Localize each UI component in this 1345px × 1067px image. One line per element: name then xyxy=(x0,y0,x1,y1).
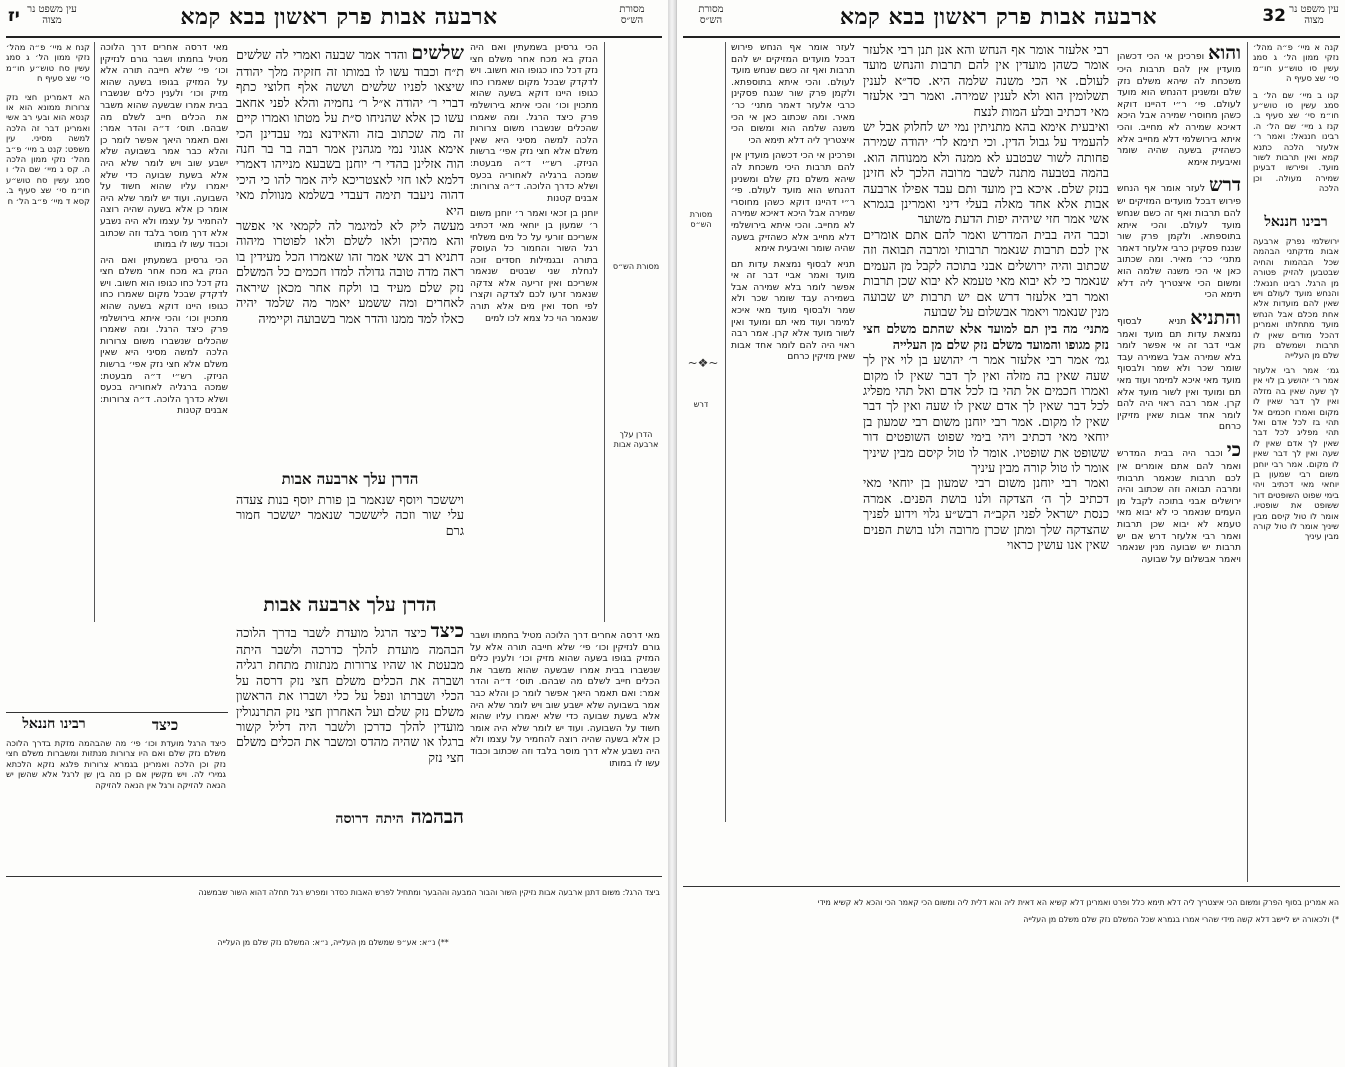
rashi-column xyxy=(1117,42,1241,822)
mishna-block xyxy=(236,620,464,800)
page-number: 32 xyxy=(1262,6,1286,26)
column-divider xyxy=(604,42,605,622)
column-divider xyxy=(1247,42,1248,882)
gemara-text-3: ויששכר ויוסף שנאמר בן פורת יוסף בנות צעדה עלי שור וזכה ליששכר שנאמר יששכר חמור גרם xyxy=(236,492,464,538)
margin-reference: מסורת הש״ס xyxy=(689,210,713,229)
tosafot-text-continuation: ופרכינן אי הכי דכשהן מועדין אין להם תרבות היכי משכחת לה שיהא משלם נזק שלם ומשנינן דהנחש הוא מועד לעולם. פי׳ ר״י דהיינו דוקא כשהן מחוסרי שמירה אבל היכא דאיכא שמירה לא מחייב. והכי איתא בירושלמי דלא מחייב אלא כשהזיק בשעה שהיה שומר ואיבעית אימא xyxy=(731,150,855,255)
rabbenu-chananel-title: רבינו חננאל xyxy=(22,716,86,732)
hadran-heading: הדרן עלך ארבעה אבות xyxy=(281,470,419,488)
mishna-opening-word: כיצד xyxy=(430,620,464,642)
ein-mishpat-continuation: קנו ב מיי׳ שם הל׳ ב סמג עשין סו טוש״ע חו״מ סי׳ שצ סעיף ב. קנז ג מיי׳ שם הל׳ ה. רבינו חננאל: ואמר ר׳ אלעזר הלכה כתנא קמא ואין תרבות לשור מועד. ופירשו דבעינן שמירה מעולה. וכן הלכה xyxy=(1253,89,1339,194)
rabbenu-chananel-text: כיצד הרגל מועדת וכו׳ פי׳ מה שהבהמה מזקת בדרך הלוכה משלם נזק שלם ואם היו צרורות מנתזות ומשברות משלם חצי נזק וכן הלכה ואמרינן בגמרא צרורות פלגא נזקא הלכתא גמירי לה. ויש מקשין אם כן מה בין שן לרגל אלא שהשן יש הנאה להזיקה ורגל אין הנאה להזיקה xyxy=(6,738,226,790)
gemara-text-1: והדר אמר שבעה ואמרי לה שלשים ת״ח וכבוד עשו לו במותו זה חזקיה מלך יהודה שיצאו לפניו שלשים וששה אלף חלוצי כתף דברי ר׳ יהודה א״ל ר׳ נחמיה והלא לפני אחאב עשו כן אלא שהניחו ס״ת על מטתו ואמרו קיים זה מה שכתוב בזה והאידנא נמי עבדינן הכי אימא אגוני נמי מגהנין אמר רבה בר בר חנה הוה אזלינן בהדי ר׳ יוחנן בשבעא מנייהו דאמרי דלמא לאו חזי לאצטריכא ליה אמר להו כי היכי דהוה ניעבד תימה דעבדי בשלמא מנוולת מאי היא xyxy=(236,47,464,218)
footnote-text: ביצד הרגל: משום דתנן ארבעה אבות נזיקין השור והבור המבעה וההבער ומתחיל לפרש האבות כסדר ומפרש רגל תחלה דהוא השור שבמשנה xyxy=(198,887,660,897)
gemara-text-5: גמ׳ אמר רבי אלעזר אמר ר׳ יהושע בן לוי אין לך שעה שאין בה מזלה ואין לך דבר שאין לו מקום ואמרו חכמים אל תהי בז לכל אדם ואל תהי מפליג לכל דבר שאין לך אדם שאין לו שעה ואין לך דבר שאין לו מקום. אמר רבי יוחנן משום רבי שמעון בן יוחאי מאי דכתיב ויהי בימי שפוט השופטים דור ששופט את שופטיו. אומר לו טול קיסם מבין שיניך אומר לו טול קורה מבין עיניך xyxy=(863,352,1109,475)
keyword-haita: היתה xyxy=(375,811,404,827)
mishna-text: כיצד הרגל מועדת לשבר בדרך הלוכה הבהמה מועדת להלך כדרכה ולשבר היתה מבעטת או שהיו צרורות מנתזות מתחת רגליה ושברה את הכלים משלם חצי נזק דרסה על הכלי ושברתו ונפל על כלי ושברו את הראשון משלם נזק שלם ועל האחרון חצי נזק התרנגולין מועדין להלך כדרכן ולשבר היה דליל קשור ברגלו או שהיה מהדס ומשבר את הכלים משלם חצי נזק xyxy=(236,625,464,765)
book-gutter xyxy=(668,0,676,1067)
right-folio xyxy=(676,0,1345,1067)
tosafot-text-more: תניא לבסוף נמצאת עדות תם מועד ואמר אביי דבר זה אי אפשר לומר בלא שמירה אבל בשמירה עבד שומר שכר ולא שמר ולבסוף מועד מאי איכא למימר ועוד מאי תם ומועד ואין לשור מועד אלא קרן. אמר רבה ראוי היה להם לומר אחד אבות שאין מזיקין כרחם xyxy=(731,258,855,363)
gemara-text-1: רבי אלעזר אומר אף הנחש והא אנן תנן רבי אלעזר אומר כשהן מועדין אין להם תרבות והנחש מועד לעולם. אי הכי משנה שלמה היא. סד״א לענין תשלומין הוא ולא לענין שמירה. ואמר רבי אלעזר מאי דכתיב ובלע המות לנצח xyxy=(863,42,1109,119)
mishna-text: מתני׳ מה בין תם למועד אלא שהתם משלם חצי נזק מגופו והמועד משלם נזק שלם מן העלייה xyxy=(863,321,1109,352)
tosafot-text-continuation: הכי גרסינן בשמעתין ואם היה הנזק בא מכח אחר משלם חצי נזק דכל כחו כגופו הוא חשוב. ויש לדקדק שבכל מקום שאמרו כחו כגופו היינו דוקא בשעה שהוא מתכוין וכו׳ והכי איתא בירושלמי פרק כיצד הרגל. ומה שאמרו שהכלים שנשברו משום צרורות הלכה למשה מסיני היא שאין משלם אלא חצי נזק אפי׳ ברשות הניזק. רש״י ד״ה מבעטת: שמכה ברגליה לאחוריה בכעס ושלא כדרך הלוכה. ד״ה צרורות: אבנים קטנות xyxy=(100,254,228,417)
opening-word: שלשים xyxy=(411,42,464,64)
ein-mishpat-note: קנח א מיי׳ פ״ה מהל׳ נזקי ממון הל׳ ג סמג עשין סח טוש״ע חו״מ סי׳ שצ סעיף ח xyxy=(6,42,90,84)
rashi-text: הכי גרסינן בשמעתין ואם היה הנזק בא מכח אחר משלם חצי נזק דכל כחו כגופו הוא חשוב. ויש לדקדק שבכל מקום שאמרו כחו כגופו היינו דוקא בשעה שהוא מתכוין וכו׳ והכי איתא בירושלמי פרק כיצד הרגל. ומה שאמרו שהכלים שנשברו משום צרורות הלכה למשה מסיני היא שאין משלם אלא חצי נזק אפי׳ ברשות הניזק. רש״י ד״ה מבעטת: שמכה ברגליה לאחוריה בכעס ושלא כדרך הלוכה. ד״ה צרורות: אבנים קטנות xyxy=(470,42,598,204)
rabbenu-chananel-continuation: גמ׳ אמר רבי אלעזר אמר ר׳ יהושע בן לוי אין לך שעה שאין בה מזלה ואין לך דבר שאין לו מקום ואמרו חכמים אל תהי בז לכל אדם ואל תהי מפליג לכל דבר שאין לך אדם שאין לו שעה ואין לך דבר שאין לו מקום. אמר רבי יוחנן משום רבי שמעון בן יוחאי מאי דכתיב ויהי בימי שפוט השופטים דור ששופט את שופטיו. אומר לו טול קיסם מבין שיניך אומר לו טול קורה מבין עיניך xyxy=(1253,364,1339,542)
rashi-mishna-text: מאי דרסה אחרים דרך הלוכה מטיל בחמתו ושבר גורם לנזיקין וכו׳ פי׳ שלא חייבה תורה אלא על המזיק בגופו בשעה שהוא מזיק וכו׳ ולענין כלים שנשברו בבית אמרו שבשעה שהוא משבר את הכלים חייב לשלם מה שבהם. תוס׳ ד״ה והדר אמר: ואם תאמר היאך אפשר לומר כן והלא כבר אמר בשבועה שלא ישבע שוב ויש לומר שלא היה אלא בשעת שבועה כדי שלא יאמרו עליו שהוא חשוד על השבועה. ועוד יש לומר שלא היה אומר כן אלא בשעה שהיה רוצה להחמיר על עצמו ולא היה נשבע אלא דרך מוסר בלבד וזה שכתוב וכבוד עשו לו במותו xyxy=(470,630,660,769)
gemara-main-column xyxy=(236,42,464,462)
gemara-text-2: ואיבעית אימא בהא מתניתין נמי יש לחלוק אבל יש להעמיד על גבול הדין. וכי תימא לר׳ יהודה שמירה פחותה לשור שבטבע לא ממנה ולא ממנוחה הוא. בהמה בטבעה מתנה לשבר מרובה הלכך לא חזינן בנזק שלם. איכא בין מועד ותם עבד אפילו ארבעה אבות אלא אחד מאלה בעלי דיני ואמרינן בגמרא אשי אמר חזי שיהיה יפות הדעת משוער xyxy=(863,119,1109,227)
kitzad-heading: כיצד xyxy=(151,716,179,734)
footnote-text-2: **) נ״א: אע״פ שמשלם מן העלייה, נ״א: המשלם נזק שלם מן העלייה xyxy=(217,937,449,947)
footnote-block xyxy=(6,880,660,926)
column-divider xyxy=(725,42,726,822)
hadran-heading-large: הדרן עלך ארבעה אבות xyxy=(263,594,437,616)
running-head: ארבעה אבות פרק ראשון בבא קמא xyxy=(839,4,1158,30)
gemara-text-3: וכבר היה בבית המדרש ואמר להם אתם אומרים אין לכם תרבות שנאמר תרבותי ומרבה תבואה וזה שכתוב והיה ירושלים אבני בתוכה לקבל מן העמים שנאמר כי לא יבוא מאי טעמא לא יבוא שכן תרבות ואמר רבי אלעזר דרש אם יש תרבות יש שבועה מנין שנאמר ויאמר אבשלום על שבועה xyxy=(863,226,1109,319)
rabbenu-chananel-title: רבינו חננאל xyxy=(1264,214,1328,230)
rashi-text-2: לעזר אומר אף הנחש פירוש דבכל מועדים המזיקים יש להם תרבות ואף זה כשם שנחש מועד לעולם. והכי איתא בתוספתא. ולקמן פרק שור שנגח פסקינן כרבי אלעזר דאמר מתני׳ כר׳ מאיר. ומה שכתוב כאן אי הכי משנה שלמה הוא ומשום הכי איצטריך ליה דלא תימא הכי xyxy=(1117,183,1241,301)
masoret-hashas-label: מסורת הש״ס xyxy=(619,4,645,26)
keyword-vehatania: והתניא xyxy=(1190,306,1241,329)
footnote-note xyxy=(6,930,660,950)
column-divider xyxy=(94,42,95,622)
rashi-text-4: וכבר היה בבית המדרש ואמר להם אתם אומרים אין לכם תרבות שנאמר תרבותי ומרבה תבואה וזה שכתוב והיה ירושלים אבני בתוכה לקבל מן העמים שנאמר כי לא יבוא מאי טעמא לא יבוא שכן תרבות ואמר רבי אלעזר דרש אם יש תרבות יש שבועה מנין שנאמר ויאמר אבשלום על שבועה xyxy=(1117,448,1241,565)
ornament-divider: ~❖~ xyxy=(687,356,719,370)
gemara-main-continuation xyxy=(236,492,464,588)
rashi-mishna-column xyxy=(470,630,660,858)
footnote-text-2: *) ולכאורה יש ליישב דלא קשה מידי שהרי אמרו בגמרא שכל המשלם נזק שלם משלם מן העלייה xyxy=(1023,915,1339,925)
rashi-text-continuation: יוחנן בן זכאי ואמר ר׳ יוחנן משום ר׳ שמעון בן יוחאי מאי דכתיב אשריכם זורעי על כל מים משלחי רגל השור והחמור כל העוסק בתורה ובגמילות חסדים זוכה לנחלת שני שבטים שנאמר אשריכם ואין זריעה אלא צדקה שנאמר זרעו לכם לצדקה וקצרו לפי חסד ואין מים אלא תורה שנאמר הוי כל צמא לכו למים xyxy=(470,208,598,324)
keyword-derusa: דרוסה xyxy=(335,811,369,827)
running-head: ארבעה אבות פרק ראשון בבא קמא xyxy=(180,4,498,30)
ein-mishpat-label: עין משפט נר מצוה xyxy=(1289,4,1339,26)
rabbenu-chananel-text: ירושלמי נפרק ארבעה אבות מדקתני הבהמה שכל הבהמות והחיה שבטבען להזיק פטורה מן הרגל. רבינו חננאל: והנחש מועד לעולם ויש שאין להם מועדות אלא אחת מכלם אבל הנחש מועד מתחלתו ואמרינן דהכל מודים שאין לו תרבות ושמשלם נזק שלם מן העלייה xyxy=(1253,236,1339,361)
footnote-text: הא אמרינן בסוף הפרק ומשום הכי איצטריך ליה דלא תימא כלל ופרט ואמרינן דלא קשיא הא דאית ליה והא דלית ליה ומשום הכי קאמר הכי והכא לא קשיא מידי xyxy=(817,897,1339,907)
tosafot-column xyxy=(100,42,228,632)
section-rule xyxy=(6,712,228,713)
keyword-ki: כי xyxy=(1226,439,1241,462)
keyword-drash: דרש xyxy=(1209,174,1241,197)
ein-mishpat-column xyxy=(6,42,90,602)
rashi-mishna-keywords xyxy=(236,806,464,866)
margin-reference: דרש xyxy=(693,400,709,409)
keyword-behema: הבהמה xyxy=(410,806,464,828)
header-rule xyxy=(6,36,662,38)
gemara-main-column xyxy=(863,42,1109,842)
ein-mishpat-continuation: הא דאמרינן חצי נזק צרורות ממונא הוא או קנסא הוא ובעי רב אשי ואמרינן דבר זה הלכה למשה מסיני. עין משפט: קנט ב מיי׳ פ״ב מהל׳ נזקי ממון הלכה ה. קס ג מיי׳ שם הל׳ ו סמג עשין סח טוש״ע חו״מ סי׳ שצ סעיף ב. קסא ד מיי׳ פ״ב הל׳ ח xyxy=(6,91,90,206)
ein-mishpat-note: קנה א מיי׳ פ״ה מהל׳ נזקי ממון הל׳ ג סמג עשין סו טוש״ע חו״מ סי׳ שצ סעיף ה xyxy=(1253,42,1339,84)
page-number: יז xyxy=(8,6,20,26)
rashi-text: ופרכינן אי הכי דכשהן מועדין אין להם תרבות היכי משכחת לה שיהא משלם נזק שלם ומשנינן דהנחש הוא מועד לעולם. פי׳ ר״י דהיינו דוקא כשהן מחוסרי שמירה אבל היכא דאיכא שמירה לא מחייב. והכי איתא בירושלמי דלא מחייב אלא כשהזיק בשעה שהיה שומר ואיבעית אימא xyxy=(1117,51,1241,168)
keyword-vehua: והוא xyxy=(1208,42,1241,64)
margin-reference: מסורת הש״ס xyxy=(612,262,660,271)
gemara-text-2: מעשה ליק לא למיגמר לה לקמאי אי אפשר והא מהיכן ולאו לשלם ולאו לפוטרו מיהוה דתניא רב אשי אמר זהו שאמרו הכל מעידין בו ראה מדה טובה גדולה למדו חכמים כל המשלם נזק שלם מעיד בו ולקח אחר מכאן שיראה לאחרים ומה ששמע יאמר מה שלמד יהיה כאלו למד ממנו והדר אמר בשבועה וקיימיה xyxy=(236,218,464,326)
footnote-block xyxy=(683,890,1339,1020)
gemara-text-6: ואמר רבי יוחנן משום רבי שמעון בן יוחאי מאי דכתיב לך ה׳ הצדקה ולנו בושת הפנים. אמרה כנסת ישראל לפני הקב״ה רבש״ע גלוי וידוע לפניך שהצדקה שלך ומתן שכרן מרובה ולנו בושת הפנים שאין אנו עושין כראוי xyxy=(863,475,1109,552)
header-rule xyxy=(683,36,1340,38)
masoret-hashas-label: מסורת הש״ס xyxy=(698,4,724,26)
rabbenu-chananel-column xyxy=(6,738,226,858)
tosafot-text: לעזר אומר אף הנחש פירוש דבכל מועדים המזיקים יש להם תרבות ואף זה כשם שנחש מועד לעולם. והכי איתא בתוספתא. ולקמן פרק שור שנגח פסקינן כרבי אלעזר דאמר מתני׳ כר׳ מאיר. ומה שכתוב כאן אי הכי משנה שלמה הוא ומשום הכי איצטריך ליה דלא תימא הכי xyxy=(731,42,855,146)
rashi-text-3: תניא לבסוף נמצאת עדות תם מועד ואמר אביי דבר זה אי אפשר לומר בלא שמירה אבל בשמירה עבד שומר שכר ולא שמר ולבסוף מועד מאי איכא למימר ועוד מאי תם ומועד ואין לשור מועד אלא קרן. אמר רבה ראוי היה להם לומר אחד אבות שאין מזיקין כרחם xyxy=(1117,315,1241,433)
left-folio xyxy=(0,0,669,1067)
margin-reference: הדרן עלך ארבעה אבות xyxy=(613,430,659,449)
tosafot-column xyxy=(731,42,855,822)
footnote-rule xyxy=(683,886,1340,887)
tosafot-text: מאי דרסה אחרים דרך הלוכה מטיל בחמתו ושבר גורם לנזיקין וכו׳ פי׳ שלא חייבה תורה אלא על המזיק בגופו בשעה שהוא מזיק וכו׳ ולענין כלים שנשברו בבית אמרו שבשעה שהוא משבר את הכלים חייב לשלם מה שבהם. תוס׳ ד״ה והדר אמר: ואם תאמר היאך אפשר לומר כן והלא כבר אמר בשבועה שלא ישבע שוב ויש לומר שלא היה אלא בשעת שבועה כדי שלא יאמרו עליו שהוא חשוד על השבועה. ועוד יש לומר שלא היה אומר כן אלא בשעה שהיה רוצה להחמיר על עצמו ולא היה נשבע אלא דרך מוסר בלבד וזה שכתוב וכבוד עשו לו במותו xyxy=(100,42,228,251)
footnote-rule xyxy=(6,876,662,877)
ein-mishpat-label: עין משפט נר מצוה xyxy=(27,4,77,26)
rashi-column xyxy=(470,42,598,622)
rabbenu-chananel-column xyxy=(1253,236,1339,876)
ein-mishpat-column xyxy=(1253,42,1339,212)
